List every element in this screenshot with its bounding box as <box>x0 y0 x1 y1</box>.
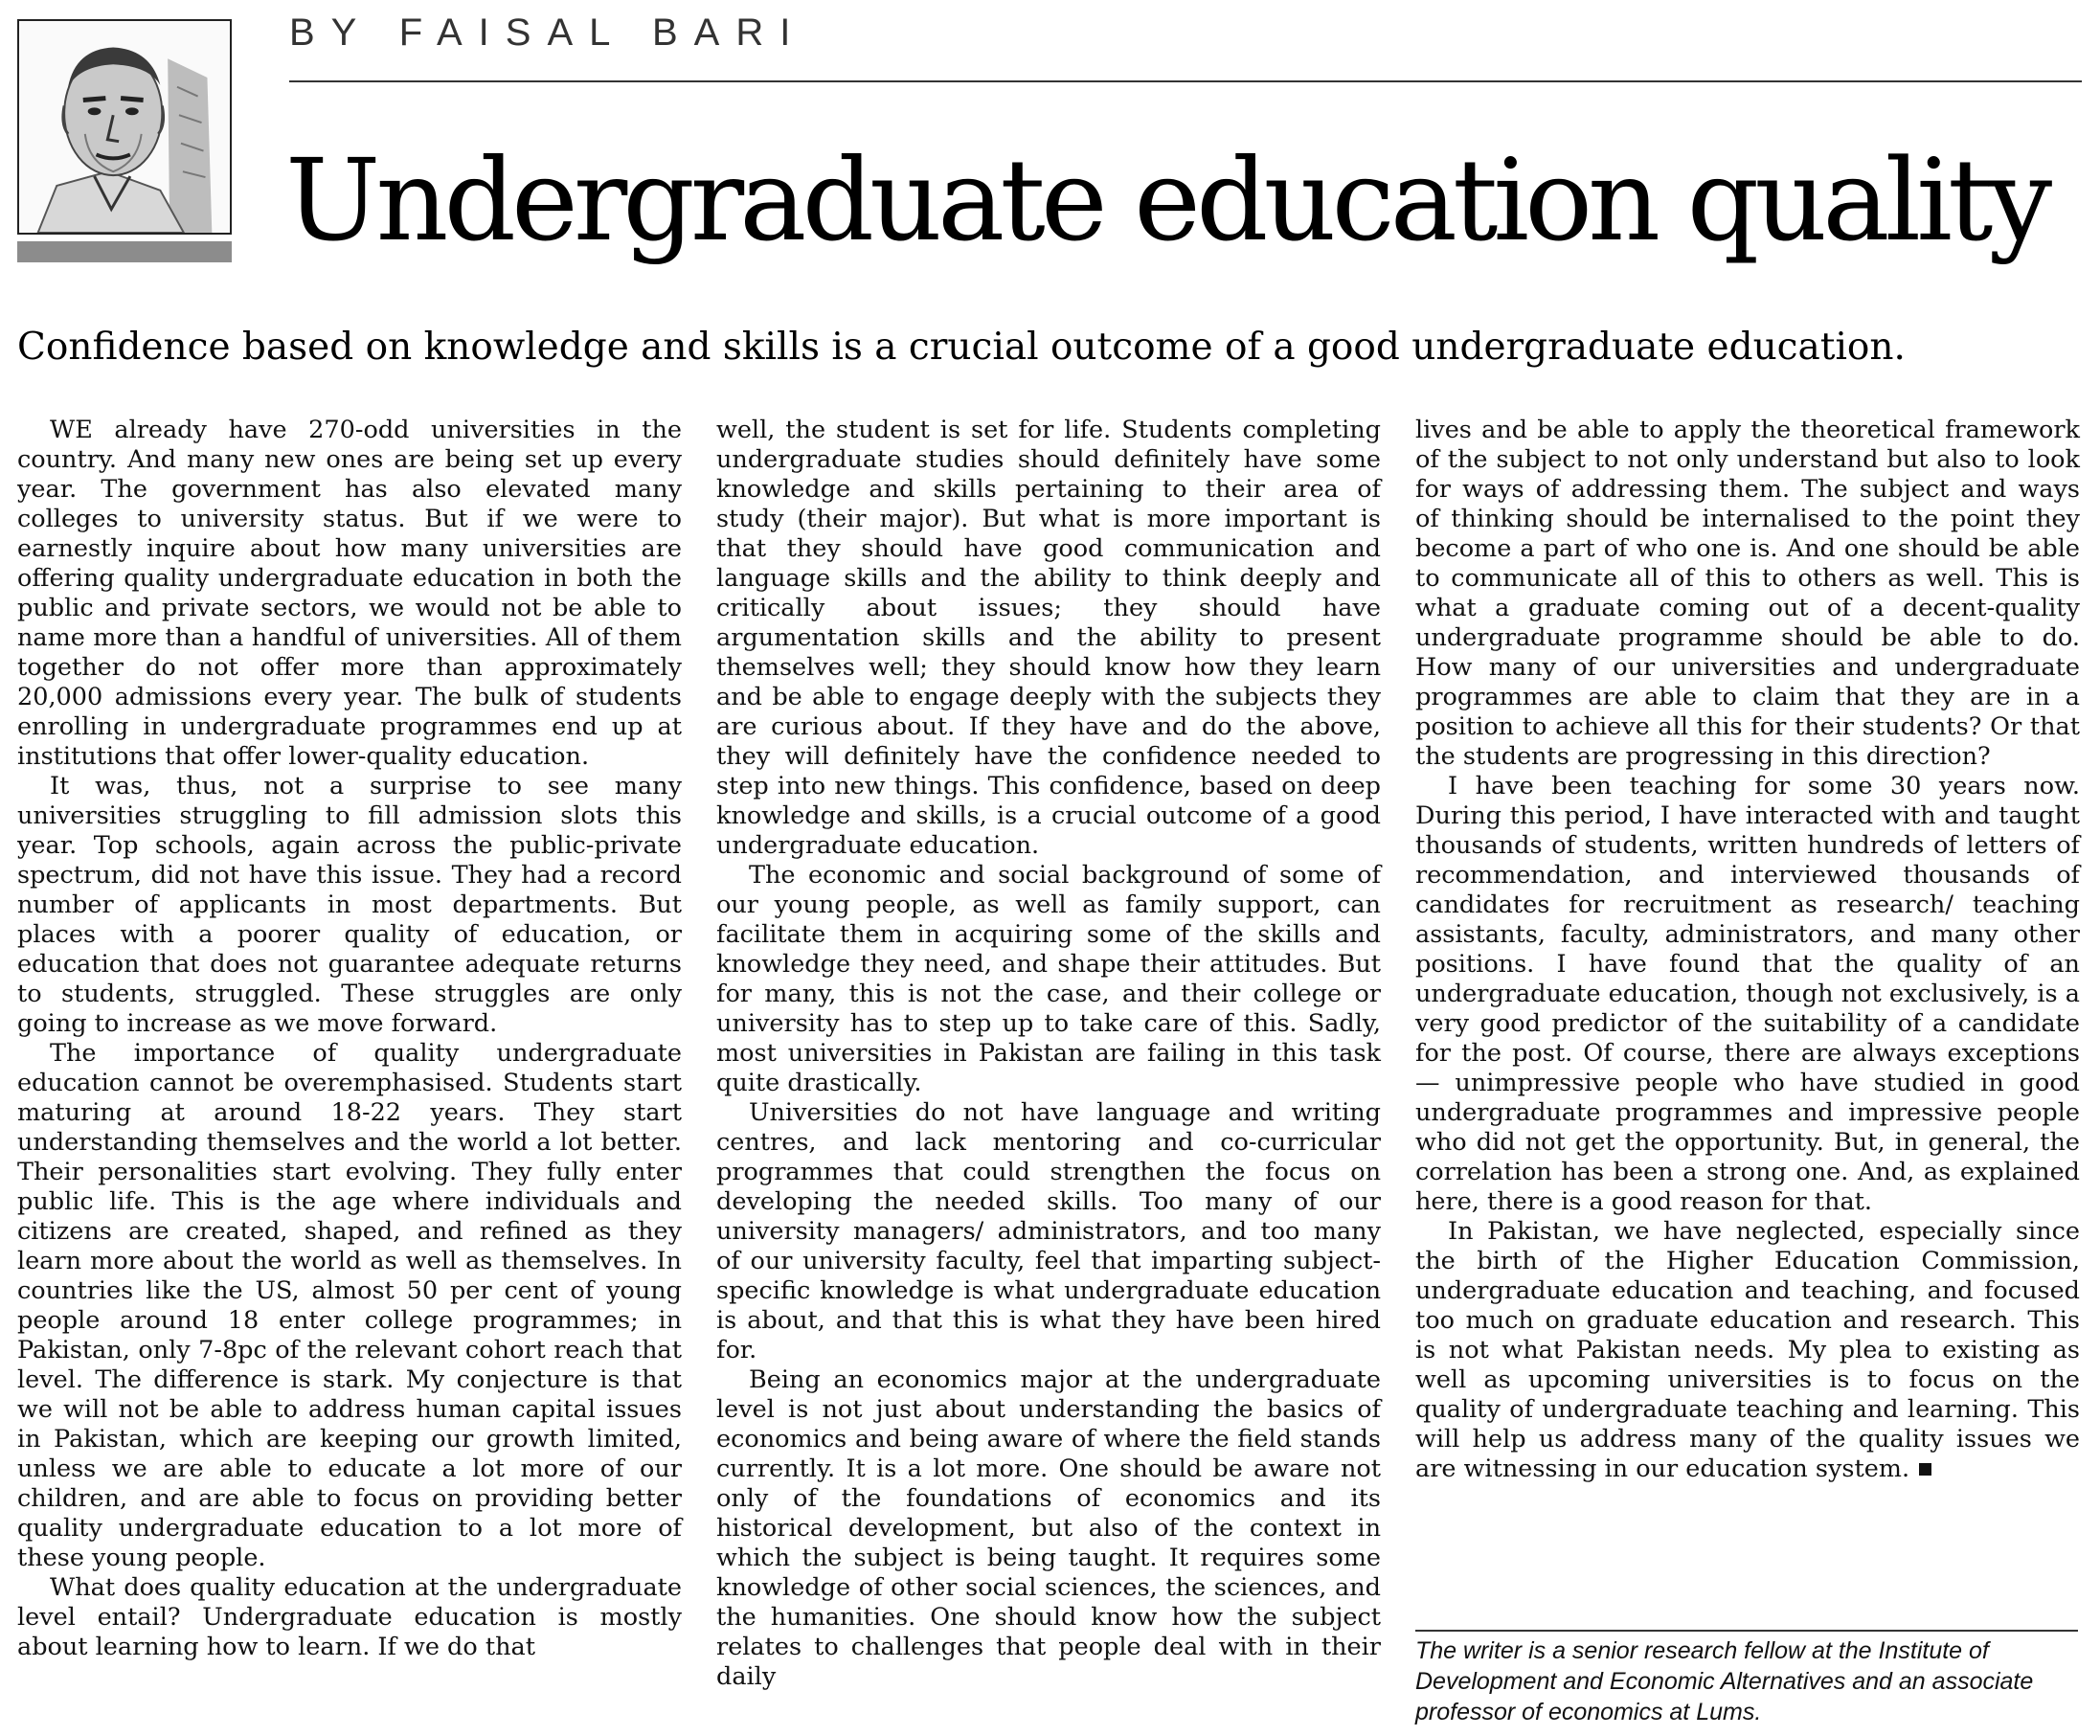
paragraph: well, the student is set for life. Students completing undergraduate studies should definitely have some knowledge and skills pertaining to their area of study (their major). But what is more important is that they should have good communication and language skills and the ability to think deeply and critically about issues; they should have argumentation skills and the ability to present themselves well; they should know how they learn and be able to engage deeply with the subjects they are curious about. If they have and do the above, they will definitely have the confidence needed to step into new things. This confidence, based on deep knowledge and skills, is a crucial outcome of a good undergraduate education. <box>716 416 1381 860</box>
paragraph: Being an economics major at the undergraduate level is not just about understanding the basics of economics and being aware of where the field stands currently. It is a lot more. One should be aware not only of the foundations of economics and its historical development, but also of the context in which the subject is being taught. It requires some knowledge of other social sciences, the sciences, and the humanities. One should know how the subject relates to challenges that people deal with in their daily <box>716 1365 1381 1691</box>
paragraph: lives and be able to apply the theoretical framework of the subject to not only understand but also to look for ways of addressing them. The subject and ways of thinking should be internalised to the point they become a part of who one is. And one should be able to communicate all of this to others as well. This is what a graduate coming out of a decent-quality undergraduate programme should be able to do. How many of our universities and undergraduate programmes are able to claim that they are in a position to achieve all this for their students? Or that the students are progressing in this direction? <box>1415 416 2080 771</box>
paragraph-final <box>1415 1217 2080 1484</box>
paragraph: What does quality education at the undergraduate level entail? Undergraduate education is mostly about learning how to learn. If we do that <box>17 1573 682 1661</box>
article-column-3 <box>1415 416 2080 1484</box>
paragraph: Universities do not have language and writing centres, and lack mentoring and co-curricular programmes that could strengthen the focus on developing the needed skills. Too many of our university managers/ administrators, and too many of our university faculty, feel that imparting subject-specific knowledge is what undergraduate education is about, and that this is what they have been hired for. <box>716 1098 1381 1364</box>
byline-rule <box>289 80 2082 82</box>
end-mark <box>1919 1463 1931 1476</box>
paragraph: It was, thus, not a surprise to see many universities struggling to fill admission slots this year. Top schools, again across the public-private spectrum, did not have this issue. They had a record number of applicants in most departments. But places with a poorer quality of education, or education that does not guarantee adequate returns to students, struggled. These struggles are only going to increase as we move forward. <box>17 772 682 1038</box>
author-note-rule <box>1415 1630 2078 1632</box>
article-column-1 <box>17 416 682 1662</box>
author-note: The writer is a senior research fellow at the Institute of Development and Economic Alternatives and an associate professor of economics at Lums. <box>1415 1637 2034 1725</box>
paragraph: The economic and social background of some of our young people, as well as family support, can facilitate them in acquiring some of the skills and knowledge they need, and shape their attitudes. But for many, this is not the case, and their college or university has to step up to take care of this. Sadly, most universities in Pakistan are failing in this task quite drastically. <box>716 861 1381 1097</box>
paragraph: The importance of quality undergraduate education cannot be overemphasised. Students start maturing at around 18-22 years. They start understanding themselves and the world a lot better. Their personalities start evolving. They fully enter public life. This is the age where individuals and citizens are created, shaped, and refined as they learn more about the world as well as themselves. In countries like the US, almost 50 per cent of young people around 18 enter college programmes; in Pakistan, only 7-8pc of the relevant cohort reach that level. The difference is stark. My conjecture is that we will not be able to address human capital issues in Pakistan, which are keeping our growth limited, unless we are able to educate a lot more of our children, and are able to focus on providing better quality undergraduate education to a lot more of these young people. <box>17 1039 682 1572</box>
standfirst: Confidence based on knowledge and skills is a crucial outcome of a good undergraduate education. <box>17 326 1906 369</box>
portrait-bar <box>17 241 232 262</box>
paragraph: I have been teaching for some 30 years now. During this period, I have interacted with and taught thousands of students, written hundreds of letters of recommendation, and interviewed thousands of candidates for recruitment as research/ teaching assistants, faculty, administrators, and many other positions. I have found that the quality of an undergraduate education, though not exclusively, is a very good predictor of the suitability of a candidate for the post. Of course, there are always exceptions — unimpressive people who have studied in good undergraduate programmes and impressive people who did not get the opportunity. But, in general, the correlation has been a strong one. And, as explained here, there is a good reason for that. <box>1415 772 2080 1216</box>
headline: Undergraduate education quality <box>285 134 2048 266</box>
paragraph: WE already have 270-odd universities in the country. And many new ones are being set up every year. The government has also elevated many colleges to university status. But if we were to earnestly inquire about how many universities are offering quality undergraduate education in both the public and private sectors, we would not be able to name more than a handful of universities. All of them together do not offer more than approximately 20,000 admissions every year. The bulk of students enrolling in undergraduate programmes end up at institutions that offer lower-quality education. <box>17 416 682 771</box>
article-column-2 <box>716 416 1381 1692</box>
author-portrait <box>17 19 232 235</box>
byline: BY FAISAL BARI <box>289 11 807 54</box>
paragraph-final-text: In Pakistan, we have neglected, especially since the birth of the Higher Education Commission, undergraduate education and teaching, and focused too much on graduate education and research. This is not what Pakistan needs. My plea to existing as well as upcoming universities is to focus on the quality of undergraduate teaching and learning. This will help us address many of the quality issues we are witnessing in our education system. <box>1415 1217 2080 1483</box>
